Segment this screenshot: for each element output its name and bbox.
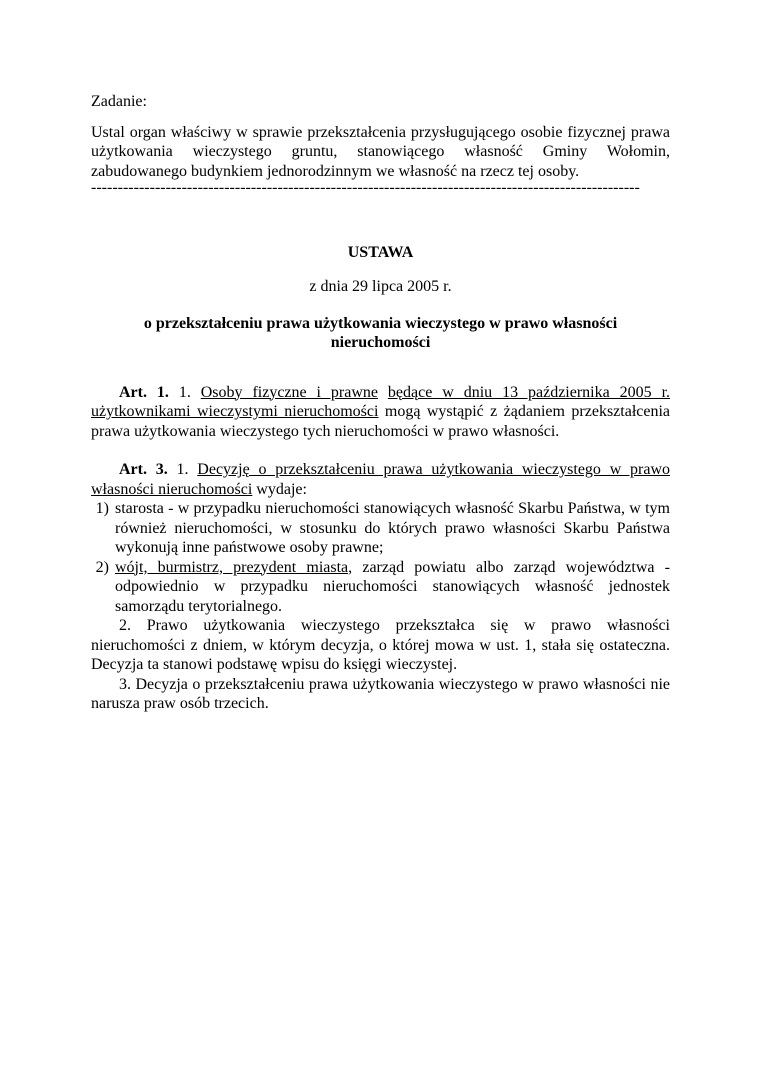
list-item xyxy=(85,558,670,617)
article-1-rest: mogą wystąpić z żądaniem przekształcenia prawa użytkowania wieczystego tych nieruchomości w prawo własności. xyxy=(91,403,671,440)
article-3-label: Art. 3. xyxy=(119,461,168,478)
list-item-rest: zarząd powiatu albo zarząd województwa - odpowiednio w przypadku nieruchomości stanowiących własność jednostek samorządu terytorialnego. xyxy=(115,558,671,615)
article-1-num: 1. xyxy=(178,383,191,401)
list-item xyxy=(85,499,670,558)
document-content xyxy=(91,92,670,714)
act-date: z dnia 29 lipca 2005 r. xyxy=(309,278,452,295)
act-subject: o przekształceniu prawa użytkowania wieczystego w prawo własności nieruchomości xyxy=(143,314,618,351)
article-1 xyxy=(91,383,670,442)
article-3 xyxy=(91,460,670,499)
task-heading: Zadanie: xyxy=(91,93,147,110)
separator-line: ------------------------------------------------------------------------------------------------------- xyxy=(91,179,640,196)
list-item-number: 2) xyxy=(95,558,109,576)
task-text: Ustal organ właściwy w sprawie przekształcenia przysługującego osobie fizycznej prawa użytkowania wieczystego gruntu, stanowiącego własność Gminy Wołomin, zabudowanego budynkiem jednorodzinnym we własność na rzecz tej osoby. xyxy=(91,123,670,180)
article-1-label: Art. 1. xyxy=(119,383,169,401)
article-1-underline-1: Osoby fizyczne i prawne xyxy=(200,383,378,401)
article-3-underline: Decyzję o przekształceniu prawa użytkowania wieczystego w prawo własności nieruchomości xyxy=(91,461,670,498)
list-item-underline: wójt, burmistrz, prezydent miasta, xyxy=(115,558,353,576)
article-3-rest: wydaje: xyxy=(256,480,307,498)
article-3-num: 1. xyxy=(176,461,189,478)
act-title: USTAWA xyxy=(347,243,414,261)
list-item-text xyxy=(115,558,670,617)
article-3-para-3: 3. Decyzja o przekształceniu prawa użytkowania wieczystego w prawo własności nie narusza praw osób trzecich. xyxy=(91,675,670,712)
list-item-text: starosta - w przypadku nieruchomości stanowiących własność Skarbu Państwa, w tym również nieruchomości, w stosunku do których prawo własności Skarbu Państwa wykonują inne państwowe osoby prawne; xyxy=(115,500,670,556)
article-3-para-2: 2. Prawo użytkowania wieczystego przekształca się w prawo własności nieruchomości z dniem, w którym decyzja, o której mowa w ust. 1, stała się ostateczna. Decyzja ta stanowi podstawę wpisu do księgi wieczystej. xyxy=(91,617,670,673)
article-1-underline-2: będące w dniu 13 października 2005 r. użytkownikami wieczystymi nieruchomości xyxy=(91,383,671,420)
list-item-number: 1) xyxy=(95,500,109,517)
